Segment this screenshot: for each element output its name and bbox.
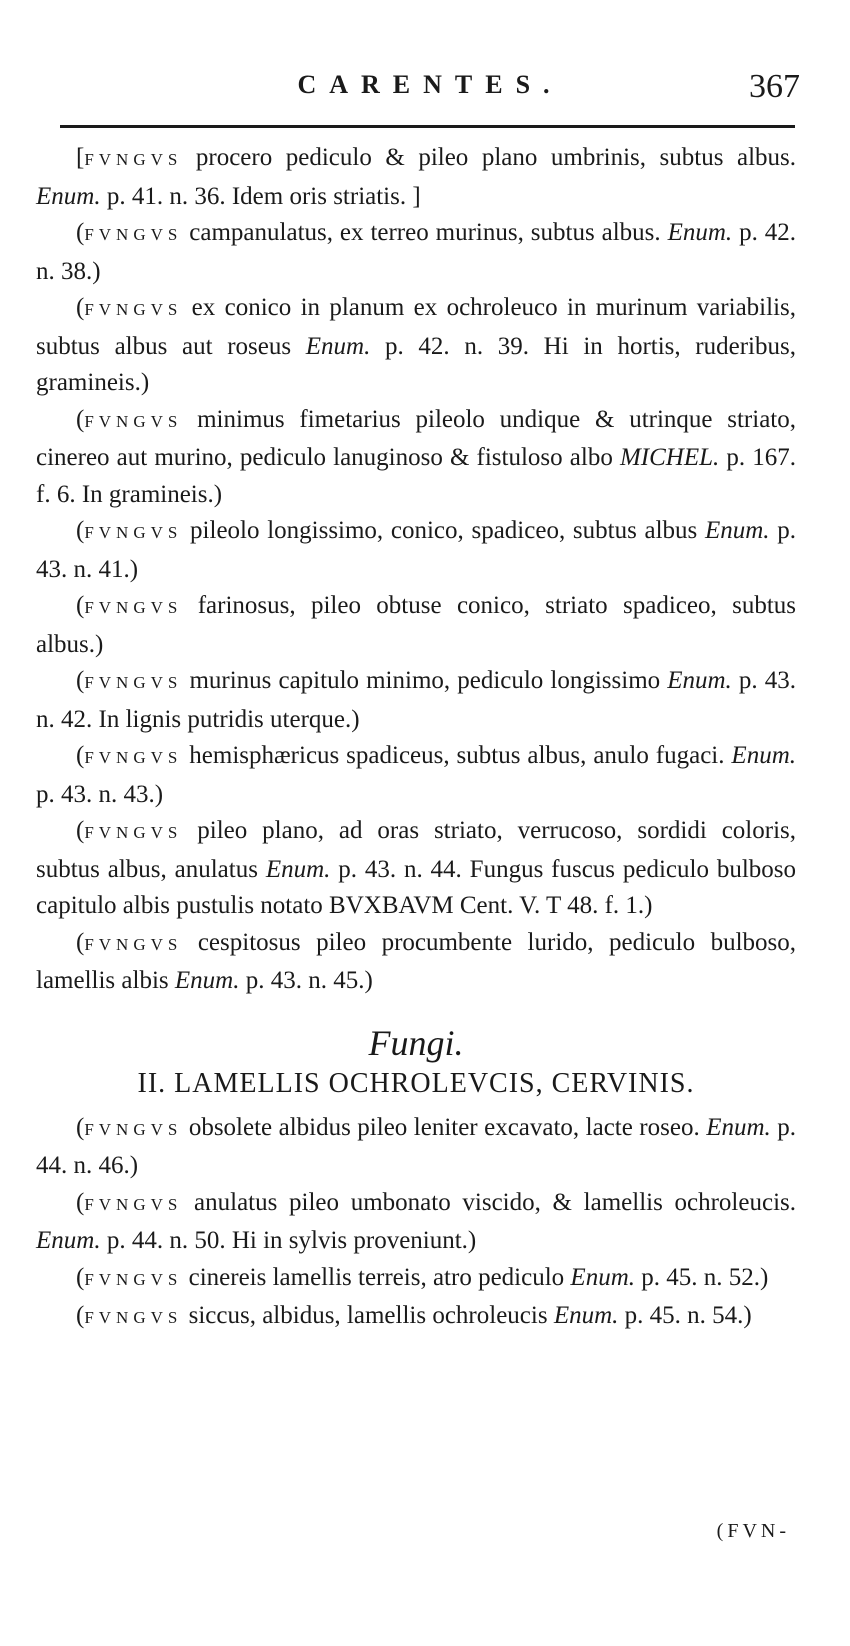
entry-paragraph — [36, 402, 796, 514]
entry-reference-label: Enum. — [570, 1263, 635, 1291]
entry-description: procero pediculo & pileo plano umbrinis, subtus albus. — [182, 144, 796, 171]
entries-part2 — [36, 1110, 796, 1337]
entry-genus: FVNGVS — [84, 934, 183, 954]
entry-genus: FVNGVS — [84, 673, 183, 692]
entry-description: cespitosus pileo procumbente lurido, pediculo bulboso, lamellis albis — [36, 928, 796, 994]
entry-open-bracket: ( — [76, 1113, 85, 1141]
entry-genus: FVNGVS — [84, 1269, 183, 1289]
entry-description: pileolo longissimo, conico, spadiceo, subtus albus — [182, 517, 705, 544]
entry-reference: p. 42. n. 39. Hi in hortis, ruderibus, gramineis.) — [36, 332, 796, 396]
entry-description: hemisphæricus spadiceus, subtus albus, anulo fugaci. — [182, 742, 732, 769]
entry-description: siccus, albidus, lamellis ochroleucis — [182, 1302, 554, 1329]
entry-open-bracket: ( — [76, 592, 85, 619]
section-heading: Fungi. — [368, 1022, 464, 1063]
entry-paragraph — [36, 925, 796, 1000]
entry-reference: p. 44. n. 46.) — [36, 1113, 796, 1179]
entry-open-bracket: ( — [76, 667, 85, 694]
header-rule — [60, 125, 795, 128]
entry-open-bracket: ( — [76, 405, 85, 433]
entry-open-bracket: ( — [76, 294, 85, 321]
entry-paragraph — [36, 290, 796, 402]
entry-reference-label: Enum. — [704, 517, 770, 544]
entry-description: farinosus, pileo obtuse conico, striato spadiceo, subtus albus.) — [36, 592, 796, 658]
entry-reference: p. 45. n. 54.) — [618, 1302, 752, 1329]
entry-open-bracket: ( — [76, 1188, 85, 1216]
entry-reference-label: Enum. — [667, 219, 733, 246]
entry-genus: FVNGVS — [84, 598, 183, 617]
running-title: CARENTES. — [297, 70, 563, 99]
entry-description: minimus fimetarius pileolo undique & utrinque striato, cinereo aut murino, pediculo lanuginoso & fistuloso albo — [36, 405, 796, 471]
entry-open-bracket: ( — [76, 1263, 85, 1291]
entry-reference: p. 167. f. 6. In gramineis.) — [36, 444, 797, 508]
entry-paragraph — [36, 513, 796, 588]
entry-genus: FVNGVS — [84, 523, 183, 542]
entry-paragraph — [36, 215, 796, 290]
entry-paragraph — [36, 1185, 796, 1260]
entry-genus: FVNGVS — [84, 1308, 183, 1327]
entry-paragraph — [36, 1260, 796, 1299]
entry-reference-label: Enum. — [36, 182, 101, 210]
entry-paragraph — [36, 1110, 796, 1185]
entry-genus: FVNGVS — [84, 1119, 183, 1139]
entry-paragraph — [36, 813, 796, 925]
entry-open-bracket: ( — [76, 219, 85, 246]
entry-description: anulatus pileo umbonato viscido, & lamellis ochroleucis. — [182, 1188, 796, 1216]
entry-reference: p. 42. n. 38.) — [36, 219, 796, 285]
entry-open-bracket: ( — [76, 928, 85, 956]
entry-reference: p. 43. n. 45.) — [239, 967, 373, 994]
entry-reference: p. 43. n. 43.) — [36, 780, 164, 808]
entry-reference: p. 44. n. 50. Hi in sylvis proveniunt.) — [100, 1227, 477, 1254]
entry-open-bracket: ( — [76, 1302, 85, 1329]
page-header — [60, 68, 800, 118]
entry-description: murinus capitulo minimo, pediculo longissimo — [182, 667, 668, 694]
entry-paragraph — [36, 588, 796, 663]
entry-reference-label: Enum. — [36, 1227, 101, 1254]
entry-paragraph — [36, 1298, 796, 1337]
entry-genus: FVNGVS — [84, 150, 183, 169]
entry-reference: p. 41. n. 36. Idem oris striatis. ] — [100, 182, 421, 210]
entry-genus: FVNGVS — [84, 823, 183, 842]
entry-description: pileo plano, ad oras striato, verrucoso, sordidi coloris, subtus albus, anulatus — [36, 817, 796, 883]
section-subheading: II. LAMELLIS OCHROLEVCIS, CERVINIS. — [137, 1067, 695, 1099]
entry-reference-label: MICHEL. — [619, 444, 720, 471]
entry-reference-label: Enum. — [706, 1113, 771, 1141]
entry-reference-label: Enum. — [265, 855, 331, 883]
entry-genus: FVNGVS — [84, 748, 183, 767]
entry-description: campanulatus, ex terreo murinus, subtus albus. — [182, 219, 668, 246]
entry-open-bracket: ( — [76, 817, 85, 844]
entry-open-bracket: [ — [76, 144, 85, 171]
entry-reference-label: Enum. — [667, 667, 732, 694]
entry-paragraph — [36, 140, 796, 215]
entries-part1 — [36, 140, 796, 1000]
catchword: (FVN- — [716, 1520, 790, 1542]
page-number: 367 — [749, 68, 800, 105]
entry-description: obsolete albidus pileo leniter excavato, lacte roseo. — [182, 1113, 707, 1141]
entry-description: cinereis lamellis terreis, atro pediculo — [182, 1263, 571, 1291]
entry-reference-label: Enum. — [553, 1302, 619, 1329]
entry-open-bracket: ( — [76, 742, 85, 769]
entry-reference: p. 43. n. 44. Fungus fuscus pediculo bulboso capitulo albis pustulis notato BVXBAVM Cent. V. T 48. f. 1.) — [36, 855, 796, 919]
entry-reference-label: Enum. — [731, 742, 796, 769]
entry-paragraph — [36, 663, 796, 738]
entry-genus: FVNGVS — [84, 411, 183, 431]
entries — [36, 140, 796, 1337]
entry-reference: p. 45. n. 52.) — [635, 1263, 769, 1291]
entry-reference-label: Enum. — [174, 967, 240, 994]
entry-genus: FVNGVS — [84, 300, 183, 319]
entry-reference-label: Enum. — [305, 332, 371, 360]
entry-genus: FVNGVS — [84, 1194, 183, 1214]
entry-open-bracket: ( — [76, 517, 85, 544]
entry-paragraph — [36, 738, 796, 813]
entry-description: ex conico in planum ex ochroleuco in murinum variabilis, subtus albus aut roseus — [36, 294, 796, 360]
entry-genus: FVNGVS — [84, 225, 183, 244]
entry-reference: p. 43. n. 42. In lignis putridis uterque.) — [36, 667, 796, 733]
entry-reference: p. 43. n. 41.) — [36, 517, 796, 583]
